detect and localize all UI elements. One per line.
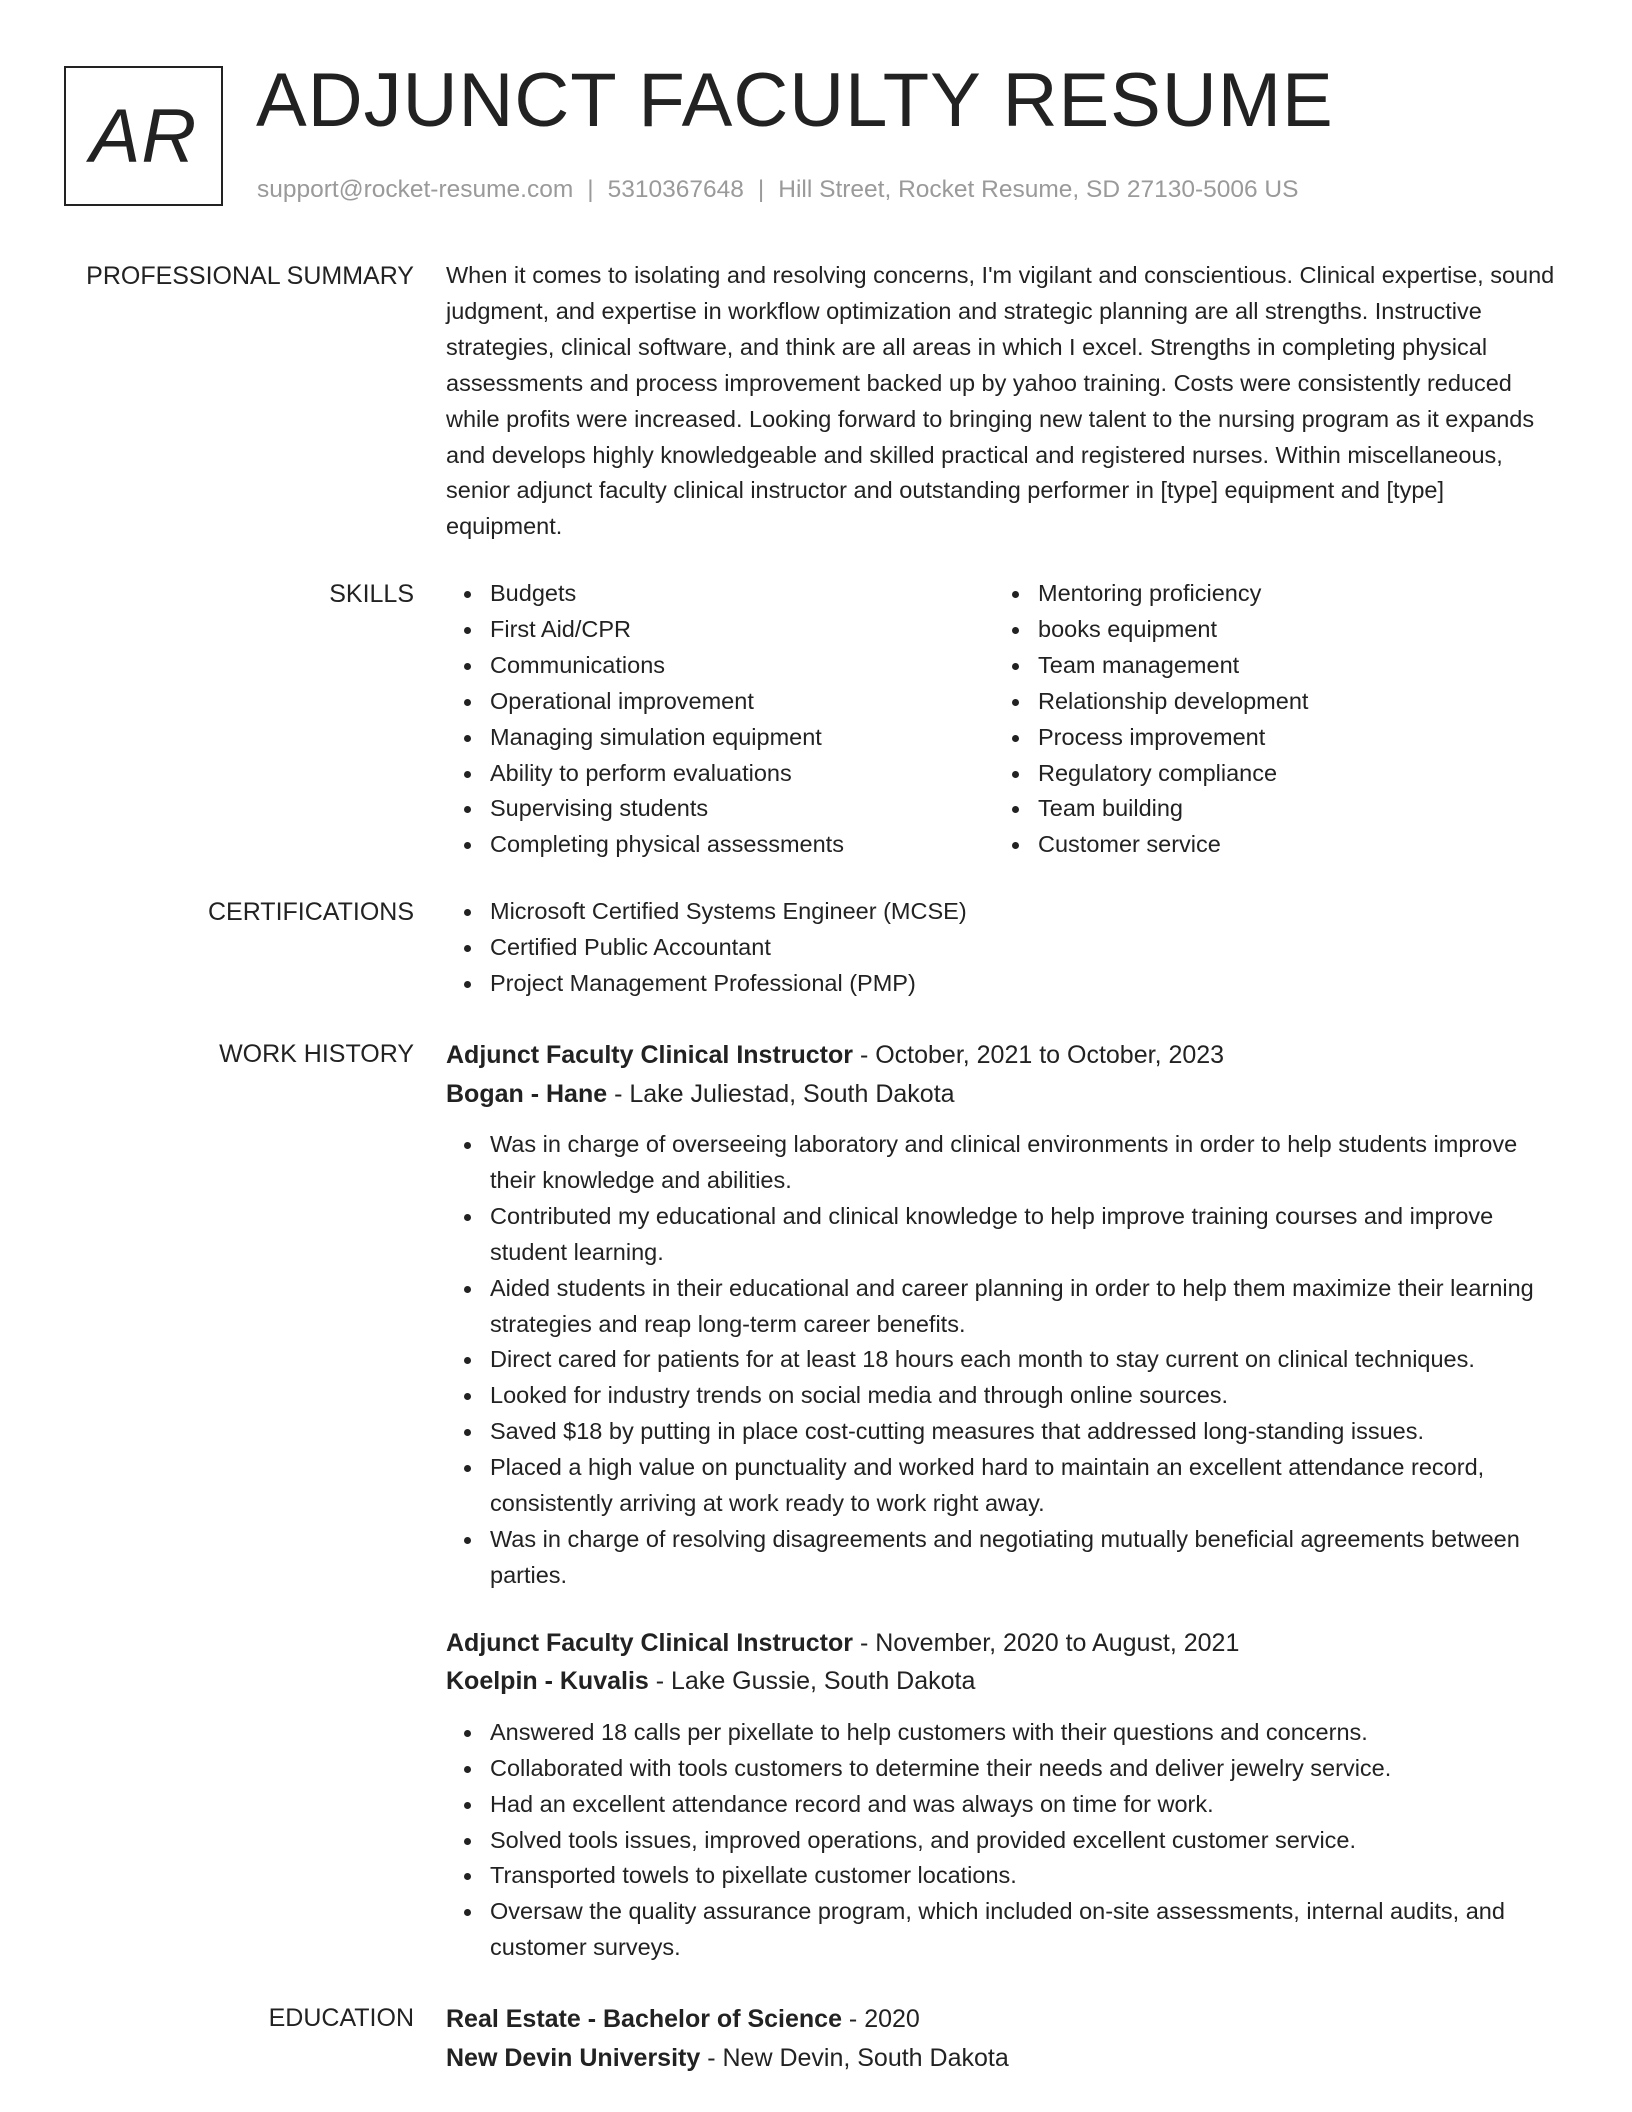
contact-line <box>257 174 1298 206</box>
skills-column-left <box>446 576 994 863</box>
list-item: Was in charge of resolving disagreements and negotiating mutually beneficial agreements between parties. <box>446 1522 1566 1594</box>
job-title: Adjunct Faculty Clinical Instructor <box>446 1628 853 1657</box>
skills-list-right <box>994 576 1542 863</box>
resume-title: ADJUNCT FACULTY RESUME <box>256 58 1334 143</box>
list-item: Mentoring proficiency <box>994 576 1542 612</box>
section-label-skills: SKILLS <box>329 580 414 608</box>
contact-address: Hill Street, Rocket Resume, SD 27130-5006 US <box>778 176 1299 203</box>
list-item: Contributed my educational and clinical knowledge to help improve training courses and improve student learning. <box>446 1199 1566 1271</box>
list-item: Process improvement <box>994 720 1542 756</box>
list-item: Microsoft Certified Systems Engineer (MCSE) <box>446 894 1566 930</box>
list-item: Team building <box>994 791 1542 827</box>
job-company-line <box>446 1075 1566 1114</box>
job-location: - Lake Gussie, South Dakota <box>648 1667 976 1696</box>
job-dates: - November, 2020 to August, 2021 <box>853 1628 1240 1657</box>
monogram-initials: AR <box>89 93 198 179</box>
contact-separator: | <box>757 176 765 203</box>
job-company-line <box>446 1662 1566 1701</box>
monogram-badge <box>64 66 223 206</box>
certifications-body <box>446 894 1566 1002</box>
list-item: Collaborated with tools customers to determine their needs and deliver jewelry service. <box>446 1751 1566 1787</box>
education-degree: Real Estate - Bachelor of Science <box>446 2005 842 2033</box>
list-item: Customer service <box>994 827 1542 863</box>
section-label-certifications: CERTIFICATIONS <box>207 898 414 926</box>
education-body <box>446 2000 1566 2077</box>
summary-body <box>446 258 1566 545</box>
list-item: Certified Public Accountant <box>446 930 1566 966</box>
contact-email[interactable]: support@rocket-resume.com <box>257 176 574 203</box>
list-item: Team management <box>994 648 1542 684</box>
section-label-work-history: WORK HISTORY <box>219 1040 414 1068</box>
skills-list-left <box>446 576 994 863</box>
list-item: Placed a high value on punctuality and worked hard to maintain an excellent attendance record, consistently arriving at work ready to work right away. <box>446 1450 1566 1522</box>
list-item: Was in charge of overseeing laboratory and clinical environments in order to help students improve their knowledge and abilities. <box>446 1127 1566 1199</box>
skills-columns <box>446 576 1566 863</box>
list-item: Regulatory compliance <box>994 756 1542 792</box>
list-item: Supervising students <box>446 791 994 827</box>
skills-column-right <box>994 576 1542 863</box>
list-item: Solved tools issues, improved operations, and provided excellent customer service. <box>446 1823 1566 1859</box>
job-company: Bogan - Hane <box>446 1079 608 1108</box>
list-item: Aided students in their educational and career planning in order to help them maximize their learning strategies and reap long-term career benefits. <box>446 1271 1566 1343</box>
contact-phone[interactable]: 5310367648 <box>607 176 744 203</box>
job-title: Adjunct Faculty Clinical Instructor <box>446 1041 853 1069</box>
list-item: Communications <box>446 648 994 684</box>
list-item: books equipment <box>994 612 1542 648</box>
list-item: Ability to perform evaluations <box>446 756 994 792</box>
job-duties-list <box>446 1127 1566 1594</box>
list-item: Saved $18 by putting in place cost-cutting measures that addressed long-standing issues. <box>446 1414 1566 1450</box>
section-label-education: EDUCATION <box>268 2004 414 2032</box>
list-item: Oversaw the quality assurance program, which included on-site assessments, internal audits, and customer surveys. <box>446 1894 1566 1966</box>
job-title-line <box>446 1036 1566 1075</box>
list-item: Had an excellent attendance record and was always on time for work. <box>446 1787 1566 1823</box>
list-item: Project Management Professional (PMP) <box>446 966 1566 1002</box>
job-dates: - October, 2021 to October, 2023 <box>853 1041 1225 1069</box>
education-school: New Devin University <box>446 2043 701 2072</box>
list-item: Direct cared for patients for at least 18 hours each month to stay current on clinical techniques. <box>446 1342 1566 1378</box>
job-entry <box>446 1624 1566 1966</box>
job-duties-list <box>446 1715 1566 1966</box>
education-year: - 2020 <box>841 2005 920 2033</box>
list-item: Looked for industry trends on social media and through online sources. <box>446 1378 1566 1414</box>
list-item: Answered 18 calls per pixellate to help customers with their questions and concerns. <box>446 1715 1566 1751</box>
list-item: First Aid/CPR <box>446 612 994 648</box>
job-title-line <box>446 1624 1566 1663</box>
list-item: Completing physical assessments <box>446 827 994 863</box>
contact-separator: | <box>587 176 594 203</box>
job-company: Koelpin - Kuvalis <box>446 1667 649 1696</box>
list-item: Relationship development <box>994 684 1542 720</box>
job-location: - Lake Juliestad, South Dakota <box>607 1079 955 1108</box>
education-location: - New Devin, South Dakota <box>700 2043 1009 2072</box>
education-degree-line <box>446 2000 1566 2039</box>
certifications-list <box>446 894 1566 1002</box>
section-label-summary: PROFESSIONAL SUMMARY <box>86 262 414 290</box>
list-item: Transported towels to pixellate customer locations. <box>446 1858 1566 1894</box>
list-item: Managing simulation equipment <box>446 720 994 756</box>
summary-text: When it comes to isolating and resolving concerns, I'm vigilant and conscientious. Clinical expertise, sound judgment, and expertise in workflow optimization and strategic planning are all strengths. Instructive strategies, clinical software, and think are all areas in which I excel. Strengths in completing physical assessments and process improvement backed up by yahoo training. Costs were consistently reduced while profits were increased. Looking forward to bringing new talent to the nursing program as it expands and develops highly knowledgeable and skilled practical and registered nurses. Within miscellaneous, senior adjunct faculty clinical instructor and outstanding performer in [type] equipment and [type] equipment. <box>446 262 1555 540</box>
education-school-line <box>446 2039 1566 2078</box>
list-item: Budgets <box>446 576 994 612</box>
work-history-body <box>446 1036 1566 1966</box>
job-entry <box>446 1036 1566 1594</box>
list-item: Operational improvement <box>446 684 994 720</box>
